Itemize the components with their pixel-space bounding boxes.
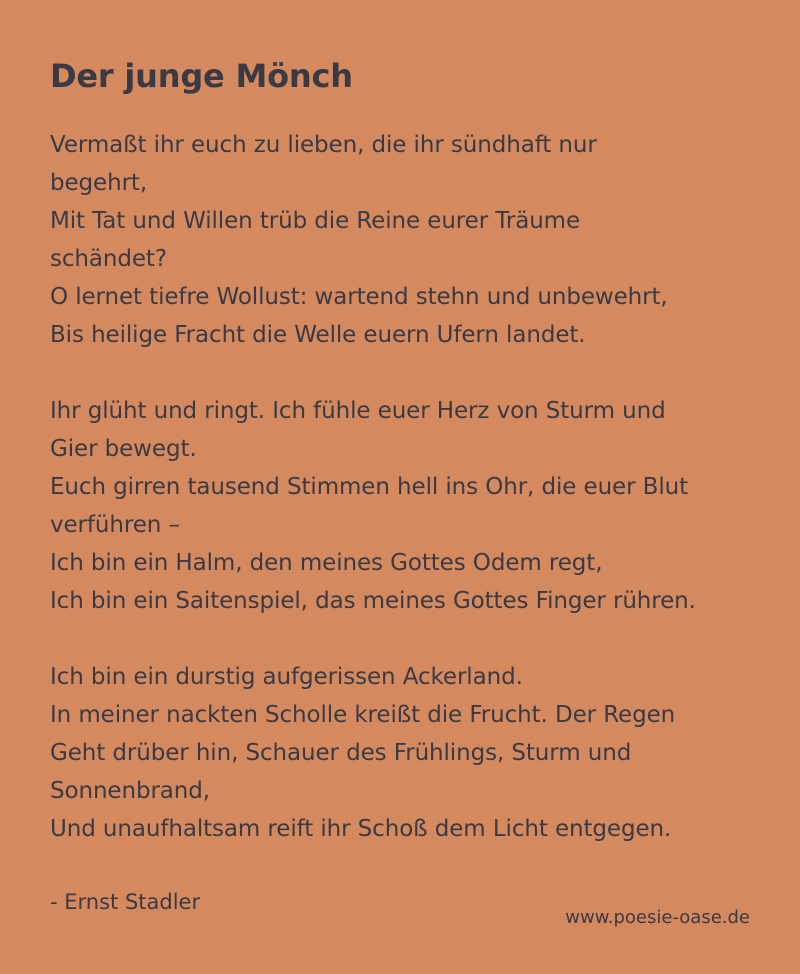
poem-line: schändet?	[50, 246, 167, 272]
stanza-2	[50, 392, 760, 620]
poem-title: Der junge Mönch	[50, 57, 353, 95]
poem-line: Ich bin ein Saitenspiel, das meines Gottes Finger rühren.	[50, 588, 696, 614]
poem-line: Und unaufhaltsam reift ihr Schoß dem Licht entgegen.	[50, 816, 672, 842]
stanza-1	[50, 126, 760, 354]
poem-line: Bis heilige Fracht die Welle euern Ufern landet.	[50, 322, 586, 348]
poem-line: Ich bin ein Halm, den meines Gottes Odem regt,	[50, 550, 603, 576]
website-url: www.poesie-oase.de	[565, 907, 750, 928]
stanza-3	[50, 658, 760, 848]
poem-card	[50, 54, 760, 918]
poem-line: verführen –	[50, 512, 180, 538]
poem-line: begehrt,	[50, 170, 148, 196]
poem-line: Mit Tat und Willen trüb die Reine eurer Träume	[50, 208, 581, 234]
poem-line: Gier bewegt.	[50, 436, 197, 462]
poem-line: Euch girren tausend Stimmen hell ins Ohr, die euer Blut	[50, 474, 689, 500]
poem-line: Geht drüber hin, Schauer des Frühlings, Sturm und	[50, 740, 632, 766]
poem-line: Sonnenbrand,	[50, 778, 210, 804]
poem-line: Ich bin ein durstig aufgerissen Ackerland.	[50, 664, 523, 690]
poem-line: O lernet tiefre Wollust: wartend stehn und unbewehrt,	[50, 284, 668, 310]
poem-author: - Ernst Stadler	[50, 890, 201, 914]
poem-line: Vermaßt ihr euch zu lieben, die ihr sündhaft nur	[50, 132, 597, 158]
poem-line: Ihr glüht und ringt. Ich fühle euer Herz von Sturm und	[50, 398, 666, 424]
poem-line: In meiner nackten Scholle kreißt die Frucht. Der Regen	[50, 702, 676, 728]
